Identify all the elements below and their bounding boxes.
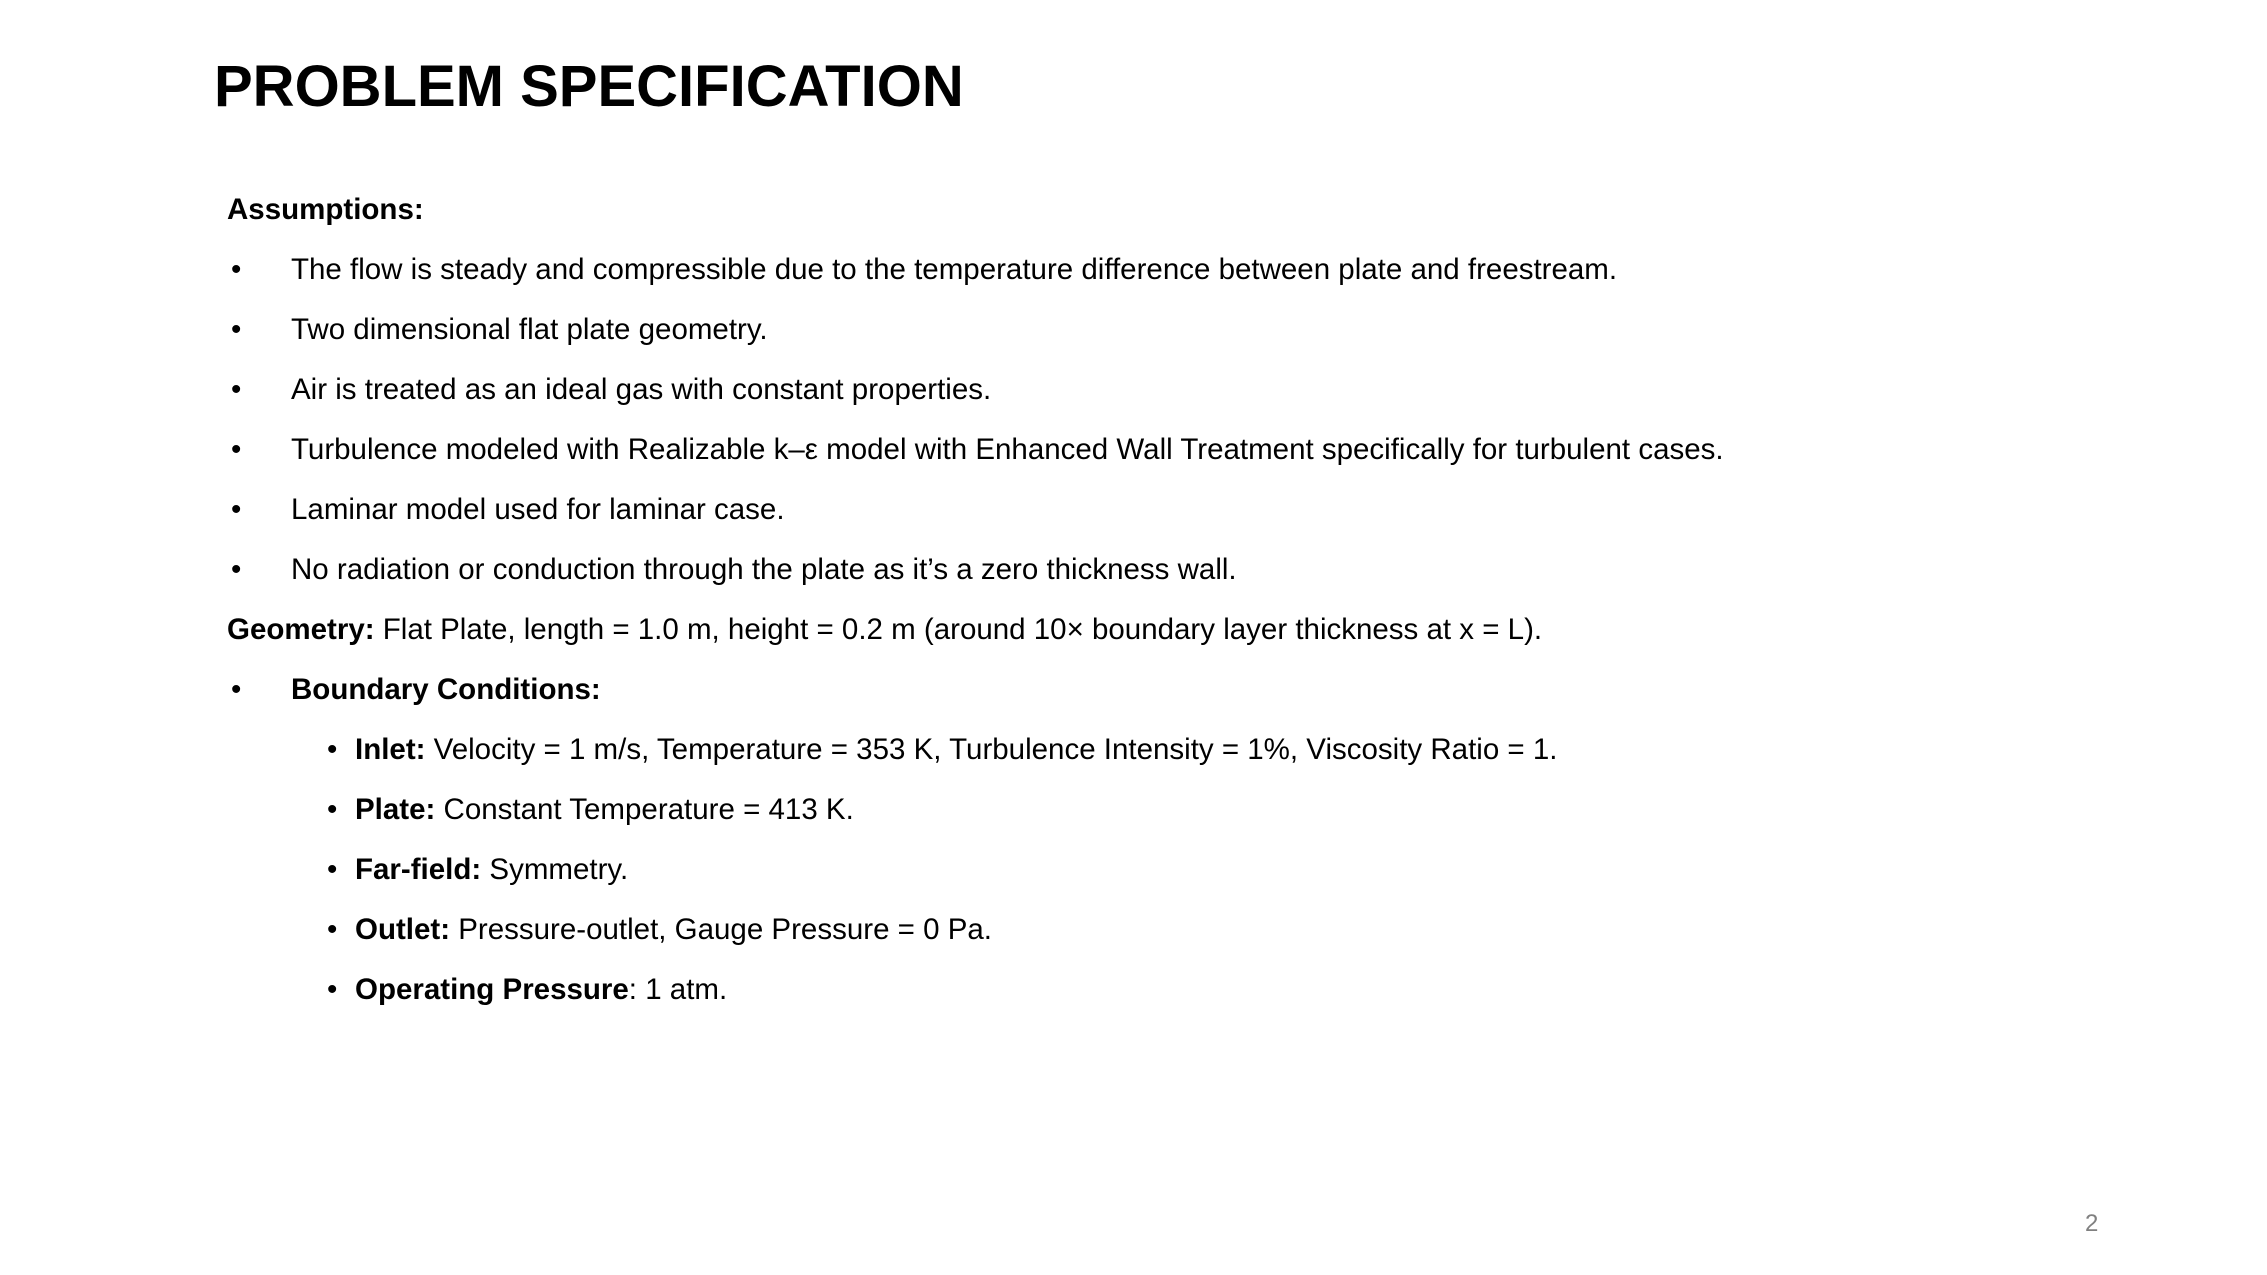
bullet-icon: • <box>231 313 242 346</box>
boundary-condition-text <box>355 900 992 960</box>
boundary-conditions-heading: Boundary Conditions: <box>291 673 601 706</box>
bullet-icon: • <box>231 253 242 286</box>
assumption-item <box>227 300 2127 360</box>
geometry-line <box>227 600 2127 660</box>
slide-body <box>227 180 2127 1020</box>
bullet-icon: • <box>327 733 338 766</box>
assumption-text: No radiation or conduction through the plate as it’s a zero thickness wall. <box>291 553 1237 586</box>
bullet-icon: • <box>327 793 338 826</box>
boundary-condition-text <box>355 720 1557 780</box>
assumption-item <box>227 420 2127 480</box>
assumption-item <box>227 540 2127 600</box>
assumption-text: Two dimensional flat plate geometry. <box>291 313 768 346</box>
boundary-condition-item <box>227 960 2127 1020</box>
boundary-condition-label: Operating Pressure <box>355 973 629 1006</box>
boundary-condition-text <box>355 840 628 900</box>
assumptions-heading: Assumptions: <box>227 193 424 226</box>
bullet-icon: • <box>231 433 242 466</box>
boundary-condition-label: Plate: <box>355 793 436 826</box>
boundary-condition-value: Velocity = 1 m/s, Temperature = 353 K, Turbulence Intensity = 1%, Viscosity Ratio = 1. <box>425 733 1558 766</box>
boundary-conditions-item <box>227 660 2127 720</box>
bullet-icon: • <box>231 673 242 706</box>
geometry-text: Flat Plate, length = 1.0 m, height = 0.2 m (around 10× boundary layer thickness at x = L). <box>374 613 1543 646</box>
assumption-text: Laminar model used for laminar case. <box>291 493 785 526</box>
boundary-condition-value: Constant Temperature = 413 K. <box>435 793 854 826</box>
bullet-icon: • <box>327 853 338 886</box>
boundary-condition-text <box>355 780 854 840</box>
bullet-icon: • <box>231 373 242 406</box>
assumption-item <box>227 360 2127 420</box>
bullet-icon: • <box>231 493 242 526</box>
boundary-condition-text <box>355 960 727 1020</box>
bullet-icon: • <box>327 913 338 946</box>
boundary-condition-label: Far-field: <box>355 853 482 886</box>
boundary-condition-item <box>227 780 2127 840</box>
bullet-icon: • <box>231 553 242 586</box>
assumption-item <box>227 480 2127 540</box>
boundary-condition-value: Pressure-outlet, Gauge Pressure = 0 Pa. <box>450 913 992 946</box>
page-number: 2 <box>2085 1210 2099 1237</box>
assumption-item <box>227 240 2127 300</box>
assumption-text: Air is treated as an ideal gas with constant properties. <box>291 373 992 406</box>
page-title: PROBLEM SPECIFICATION <box>214 54 964 119</box>
boundary-condition-label: Inlet: <box>355 733 426 766</box>
boundary-condition-item <box>227 840 2127 900</box>
boundary-condition-item <box>227 900 2127 960</box>
assumption-text: The flow is steady and compressible due to the temperature difference between plate and freestream. <box>291 253 1618 286</box>
boundary-condition-label: Outlet: <box>355 913 451 946</box>
boundary-condition-item <box>227 720 2127 780</box>
bullet-icon: • <box>327 973 338 1006</box>
boundary-condition-value: Symmetry. <box>481 853 629 886</box>
assumption-text: Turbulence modeled with Realizable k–ε model with Enhanced Wall Treatment specifically for turbulent cases. <box>291 433 1724 466</box>
boundary-condition-value: : 1 atm. <box>628 973 728 1006</box>
geometry-label: Geometry: <box>227 613 375 646</box>
